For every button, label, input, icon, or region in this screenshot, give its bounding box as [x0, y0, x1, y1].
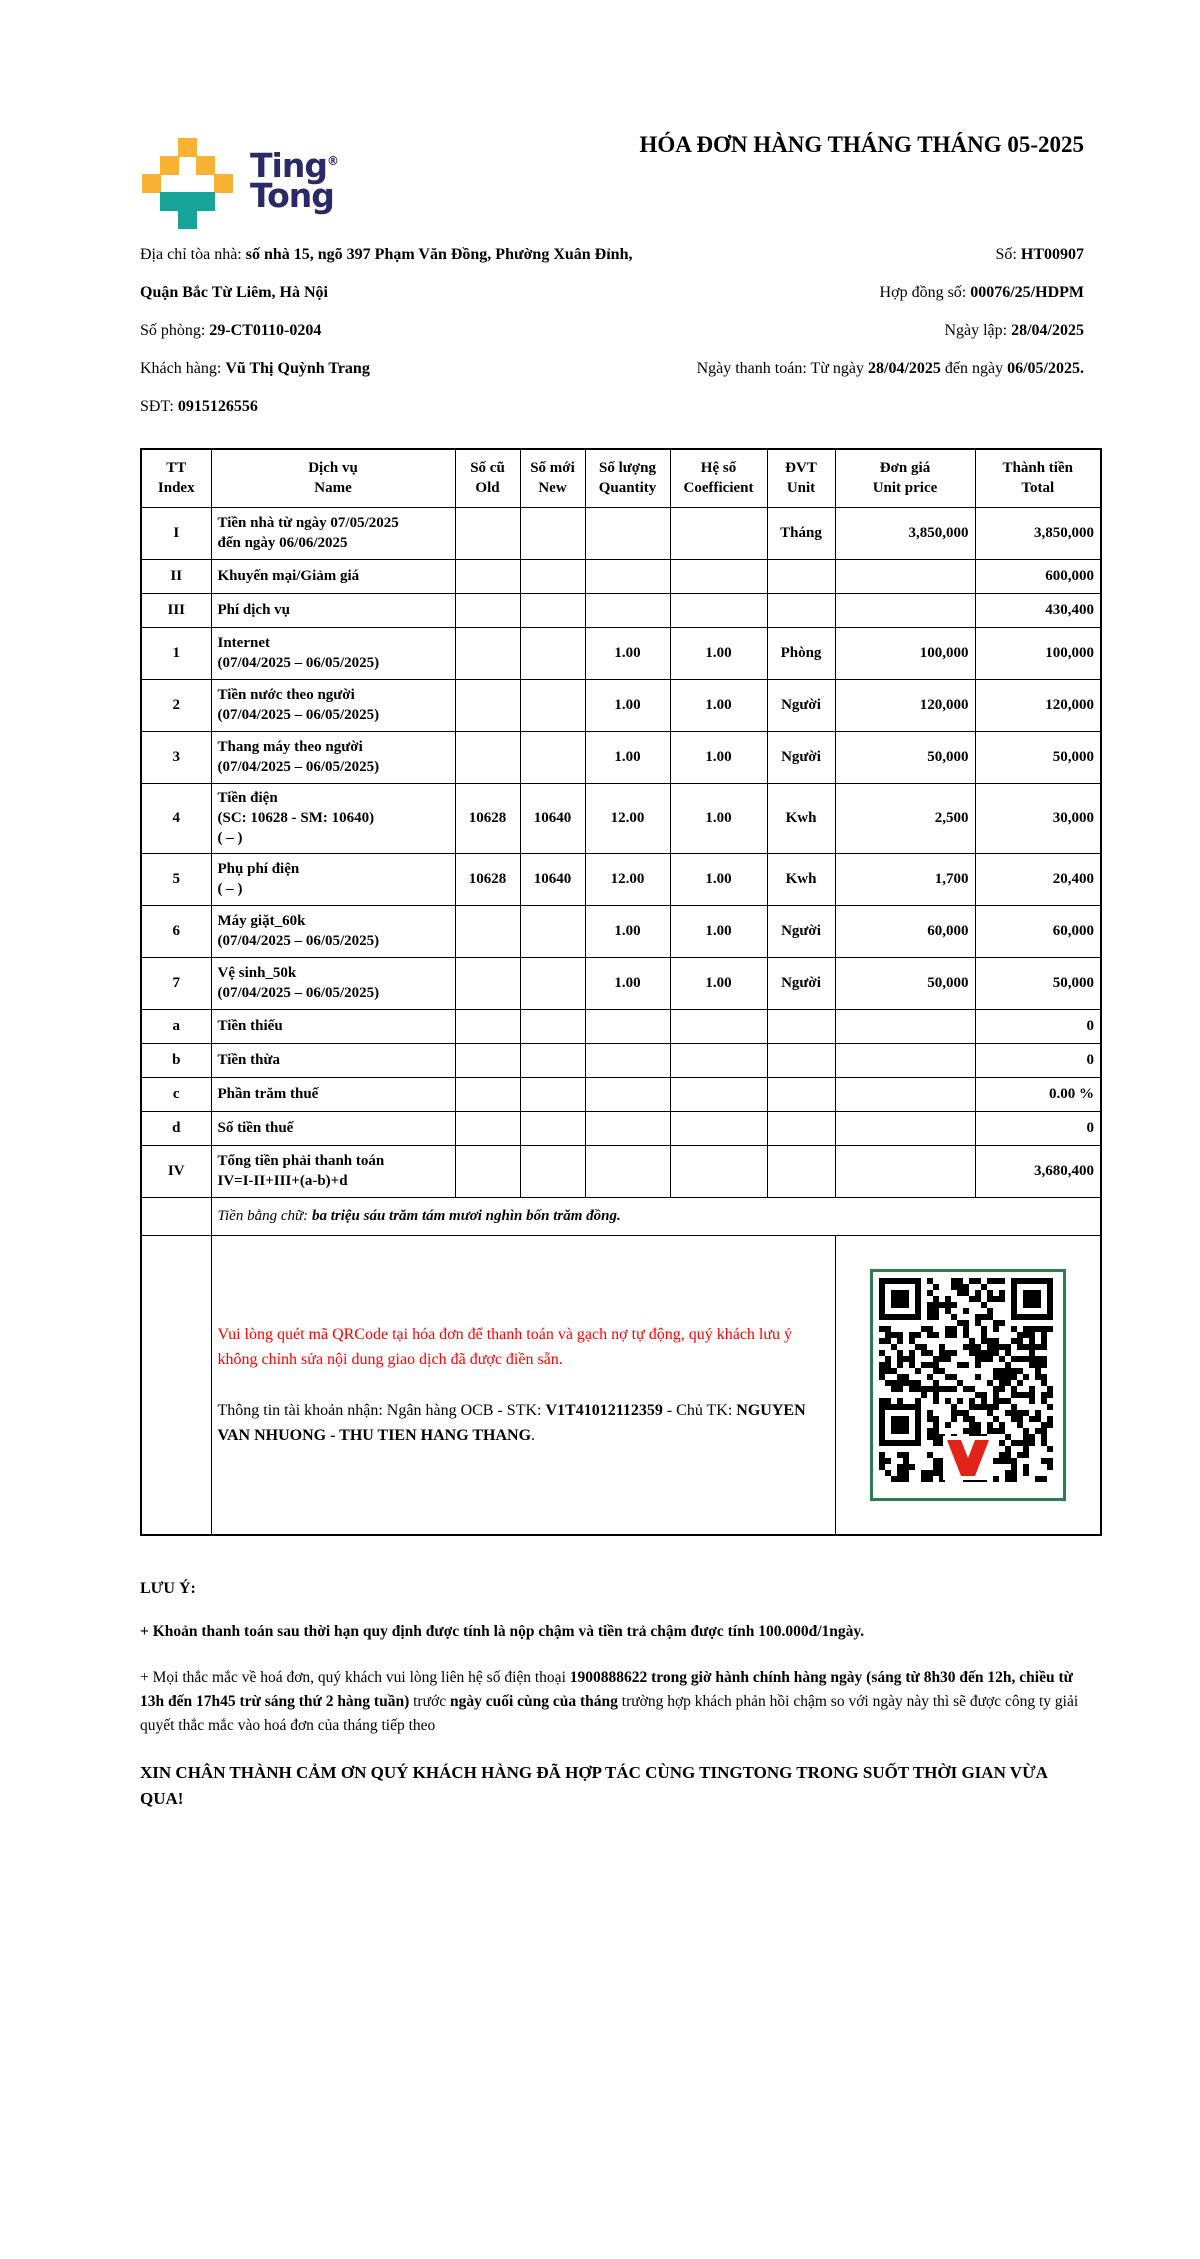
cell-service-name: Vệ sinh_50k (07/04/2025 – 06/05/2025): [211, 957, 455, 1009]
table-row: [141, 1009, 1101, 1043]
cell-coef: 1.00: [670, 957, 767, 1009]
cell-price: [835, 1111, 975, 1145]
cell-new: 10640: [520, 853, 585, 905]
table-row: [141, 559, 1101, 593]
cell-unit: [767, 1111, 835, 1145]
cell-service-name: Khuyến mại/Giảm giá: [211, 559, 455, 593]
invoice-info-left: [140, 236, 655, 426]
cell-empty: [141, 1197, 211, 1235]
cell-index: 6: [141, 905, 211, 957]
cell-total: 100,000: [975, 627, 1101, 679]
cell-new: [520, 1111, 585, 1145]
registered-mark: ®: [326, 154, 339, 168]
cell-old: [455, 731, 520, 783]
table-row: [141, 957, 1101, 1009]
cell-unit: [767, 1009, 835, 1043]
cell-service-name: Tiền nhà từ ngày 07/05/2025 đến ngày 06/06/2025: [211, 507, 455, 559]
amount-in-words-row: [141, 1197, 1101, 1235]
cell-coef: [670, 593, 767, 627]
cell-old: [455, 1111, 520, 1145]
cell-total: 0.00 %: [975, 1077, 1101, 1111]
cell-price: 60,000: [835, 905, 975, 957]
cell-service-name: Tiền thiếu: [211, 1009, 455, 1043]
cell-coef: 1.00: [670, 731, 767, 783]
tingtong-logo-icon: [142, 138, 232, 228]
invoice-info-right: [655, 236, 1084, 426]
cell-coef: [670, 1145, 767, 1197]
cell-price: [835, 559, 975, 593]
cell-qty: [585, 1111, 670, 1145]
cell-old: [455, 1043, 520, 1077]
cell-service-name: Tiền thừa: [211, 1043, 455, 1077]
cell-qty: 12.00: [585, 853, 670, 905]
cell-service-name: Thang máy theo người (07/04/2025 – 06/05/2025): [211, 731, 455, 783]
cell-new: [520, 507, 585, 559]
cell-new: [520, 957, 585, 1009]
cell-total: 50,000: [975, 957, 1101, 1009]
cell-unit: Người: [767, 905, 835, 957]
brand-wordmark: [250, 146, 339, 215]
cell-old: [455, 507, 520, 559]
cell-index: 2: [141, 679, 211, 731]
cell-new: [520, 627, 585, 679]
cell-total: 120,000: [975, 679, 1101, 731]
cell-new: [520, 1077, 585, 1111]
cell-total: 430,400: [975, 593, 1101, 627]
hotline-note: + Mọi thắc mắc về hoá đơn, quý khách vui lòng liên hệ số điện thoại 1900888622 trong giờ hành chính hàng ngày (sáng từ 8h30 đến 12h, chiều từ 13h đến 17h45 trừ sáng thứ 2 hàng tuần) trước ngày cuối cùng của tháng trường hợp khách phản hồi chậm so với ngày này thì sẽ được công ty giải quyết thắc mắc vào hoá đơn của tháng tiếp theo: [140, 1669, 1079, 1734]
cell-service-name: Internet (07/04/2025 – 06/05/2025): [211, 627, 455, 679]
column-header: Số cũ Old: [455, 449, 520, 507]
logo-pixel: [178, 210, 197, 229]
notes-section: [140, 1580, 1092, 1812]
cell-unit: Người: [767, 957, 835, 1009]
column-header: TT Index: [141, 449, 211, 507]
contract-number: Hợp đồng số: 00076/25/HDPM: [879, 284, 1084, 301]
cell-price: [835, 1043, 975, 1077]
cell-price: 120,000: [835, 679, 975, 731]
payment-period: Ngày thanh toán: Từ ngày 28/04/2025 đến ngày 06/05/2025.: [696, 360, 1084, 377]
cell-qty: 1.00: [585, 731, 670, 783]
cell-unit: Kwh: [767, 783, 835, 853]
cell-price: 3,850,000: [835, 507, 975, 559]
cell-new: [520, 1043, 585, 1077]
cell-qty: [585, 1009, 670, 1043]
cell-unit: Kwh: [767, 853, 835, 905]
invoice-number: Số: HT00907: [995, 246, 1084, 263]
cell-unit: [767, 1077, 835, 1111]
cell-qty: 12.00: [585, 783, 670, 853]
cell-index: 7: [141, 957, 211, 1009]
cell-price: [835, 1145, 975, 1197]
cell-service-name: Phụ phí điện ( – ): [211, 853, 455, 905]
customer-name: Khách hàng: Vũ Thị Quỳnh Trang: [140, 360, 370, 377]
cell-old: [455, 905, 520, 957]
cell-total: 600,000: [975, 559, 1101, 593]
cell-qty: [585, 1043, 670, 1077]
cell-new: [520, 559, 585, 593]
cell-qty: 1.00: [585, 905, 670, 957]
cell-qty: [585, 559, 670, 593]
cell-coef: 1.00: [670, 905, 767, 957]
table-row: [141, 627, 1101, 679]
cell-old: [455, 1009, 520, 1043]
cell-coef: [670, 1009, 767, 1043]
cell-total: 20,400: [975, 853, 1101, 905]
cell-new: [520, 679, 585, 731]
cell-total: 0: [975, 1111, 1101, 1145]
cell-old: [455, 957, 520, 1009]
brand-line1: Ting: [250, 146, 327, 185]
invoice-info: [140, 236, 1084, 426]
logo-pixel: [196, 192, 215, 211]
cell-index: d: [141, 1111, 211, 1145]
cell-old: [455, 1145, 520, 1197]
cell-qty: [585, 1077, 670, 1111]
cell-qty: 1.00: [585, 679, 670, 731]
cell-price: 100,000: [835, 627, 975, 679]
cell-old: 10628: [455, 853, 520, 905]
logo-pixel: [214, 174, 233, 193]
cell-old: [455, 593, 520, 627]
table-header-row: [141, 449, 1101, 507]
cell-new: [520, 731, 585, 783]
cell-index: a: [141, 1009, 211, 1043]
amount-in-words: Tiền bằng chữ: ba triệu sáu trăm tám mươi nghìn bốn trăm đồng.: [211, 1197, 1101, 1235]
cell-total: 3,850,000: [975, 507, 1101, 559]
cell-index: III: [141, 593, 211, 627]
cell-total: 30,000: [975, 783, 1101, 853]
cell-unit: Người: [767, 731, 835, 783]
cell-unit: Phòng: [767, 627, 835, 679]
cell-service-name: Tổng tiền phải thanh toán IV=I-II+III+(a-b)+d: [211, 1145, 455, 1197]
cell-empty: [141, 1235, 211, 1535]
cell-price: [835, 1077, 975, 1111]
cell-qty: [585, 593, 670, 627]
late-payment-note: + Khoản thanh toán sau thời hạn quy định được tính là nộp chậm và tiền trả chậm được tính 100.000đ/1ngày.: [140, 1623, 865, 1640]
cell-coef: [670, 507, 767, 559]
cell-coef: [670, 1043, 767, 1077]
cell-price: 50,000: [835, 957, 975, 1009]
invoice-title: HÓA ĐƠN HÀNG THÁNG THÁNG 05-2025: [639, 132, 1084, 157]
cell-new: [520, 593, 585, 627]
cell-unit: Tháng: [767, 507, 835, 559]
cell-service-name: Tiền nước theo người (07/04/2025 – 06/05/2025): [211, 679, 455, 731]
cell-price: 2,500: [835, 783, 975, 853]
cell-unit: [767, 1043, 835, 1077]
table-row: [141, 905, 1101, 957]
cell-coef: 1.00: [670, 853, 767, 905]
cell-price: [835, 593, 975, 627]
cell-index: IV: [141, 1145, 211, 1197]
column-header: Dịch vụ Name: [211, 449, 455, 507]
cell-service-name: Số tiền thuế: [211, 1111, 455, 1145]
cell-service-name: Tiền điện (SC: 10628 - SM: 10640) ( – ): [211, 783, 455, 853]
logo-pixel: [196, 156, 215, 175]
cell-unit: Người: [767, 679, 835, 731]
brand-line2: Tong: [250, 176, 334, 215]
cell-qty: 1.00: [585, 627, 670, 679]
cell-old: 10628: [455, 783, 520, 853]
table-row: [141, 731, 1101, 783]
qr-notice: Vui lòng quét mã QRCode tại hóa đơn để thanh toán và gạch nợ tự động, quý khách lưu ý không chỉnh sửa nội dung giao dịch đã được điền sẵn.: [217, 1325, 793, 1368]
cell-old: [455, 559, 520, 593]
payment-instructions: [211, 1235, 835, 1535]
cell-price: [835, 1009, 975, 1043]
cell-qty: 1.00: [585, 957, 670, 1009]
invoice-table: [140, 448, 1102, 1536]
cell-old: [455, 1077, 520, 1111]
cell-total: 60,000: [975, 905, 1101, 957]
cell-unit: [767, 1145, 835, 1197]
cell-unit: [767, 593, 835, 627]
cell-new: [520, 1145, 585, 1197]
cell-total: 0: [975, 1009, 1101, 1043]
cell-qty: [585, 507, 670, 559]
column-header: Hệ số Coefficient: [670, 449, 767, 507]
payment-qr-row: [141, 1235, 1101, 1535]
table-row: [141, 783, 1101, 853]
cell-new: [520, 1009, 585, 1043]
cell-price: 1,700: [835, 853, 975, 905]
logo-pixel: [178, 138, 197, 157]
table-row: [141, 1111, 1101, 1145]
column-header: Số mới New: [520, 449, 585, 507]
invoice-table-body: [141, 507, 1101, 1197]
cell-index: 3: [141, 731, 211, 783]
account-info: Thông tin tài khoản nhận: Ngân hàng OCB - STK: V1T41012112359 - Chủ TK: NGUYEN VAN NHUONG - THU TIEN HANG THANG.: [217, 1401, 806, 1444]
cell-index: b: [141, 1043, 211, 1077]
table-row: [141, 1145, 1101, 1197]
building-address: Địa chỉ tòa nhà: số nhà 15, ngõ 397 Phạm Văn Đồng, Phường Xuân Đỉnh, Quận Bắc Từ Liêm, Hà Nội: [140, 246, 633, 301]
cell-index: 4: [141, 783, 211, 853]
qr-code-image: [879, 1278, 1057, 1486]
table-row: [141, 679, 1101, 731]
cell-index: II: [141, 559, 211, 593]
cell-total: 50,000: [975, 731, 1101, 783]
table-row: [141, 507, 1101, 559]
qr-cell: [835, 1235, 1101, 1535]
column-header: Thành tiền Total: [975, 449, 1101, 507]
cell-service-name: Phí dịch vụ: [211, 593, 455, 627]
cell-coef: 1.00: [670, 783, 767, 853]
qr-frame: [870, 1269, 1066, 1501]
cell-qty: [585, 1145, 670, 1197]
logo-pixel: [142, 174, 161, 193]
cell-index: 5: [141, 853, 211, 905]
cell-unit: [767, 559, 835, 593]
table-row: [141, 853, 1101, 905]
cell-total: 3,680,400: [975, 1145, 1101, 1197]
cell-new: [520, 905, 585, 957]
logo-pixel: [160, 192, 179, 211]
cell-coef: 1.00: [670, 679, 767, 731]
cell-price: 50,000: [835, 731, 975, 783]
column-header: ĐVT Unit: [767, 449, 835, 507]
table-row: [141, 593, 1101, 627]
cell-coef: [670, 1077, 767, 1111]
customer-phone: SĐT: 0915126556: [140, 398, 258, 415]
column-header: Đơn giá Unit price: [835, 449, 975, 507]
cell-coef: [670, 559, 767, 593]
tingtong-logo: [142, 138, 339, 228]
cell-index: 1: [141, 627, 211, 679]
column-header: Số lượng Quantity: [585, 449, 670, 507]
cell-service-name: Phần trăm thuế: [211, 1077, 455, 1111]
cell-total: 0: [975, 1043, 1101, 1077]
thank-you-message: XIN CHÂN THÀNH CẢM ƠN QUÝ KHÁCH HÀNG ĐÃ HỢP TÁC CÙNG TINGTONG TRONG SUỐT THỜI GIAN VỪA QUA!: [140, 1763, 1047, 1808]
cell-new: 10640: [520, 783, 585, 853]
table-row: [141, 1043, 1101, 1077]
cell-service-name: Máy giặt_60k (07/04/2025 – 06/05/2025): [211, 905, 455, 957]
cell-old: [455, 627, 520, 679]
table-row: [141, 1077, 1101, 1111]
cell-old: [455, 679, 520, 731]
logo-pixel: [160, 156, 179, 175]
issue-date: Ngày lập: 28/04/2025: [944, 322, 1084, 339]
cell-index: c: [141, 1077, 211, 1111]
cell-coef: 1.00: [670, 627, 767, 679]
cell-coef: [670, 1111, 767, 1145]
cell-index: I: [141, 507, 211, 559]
logo-pixel: [178, 192, 197, 211]
room-number: Số phòng: 29-CT0110-0204: [140, 322, 322, 339]
notes-heading: LƯU Ý:: [140, 1580, 196, 1597]
